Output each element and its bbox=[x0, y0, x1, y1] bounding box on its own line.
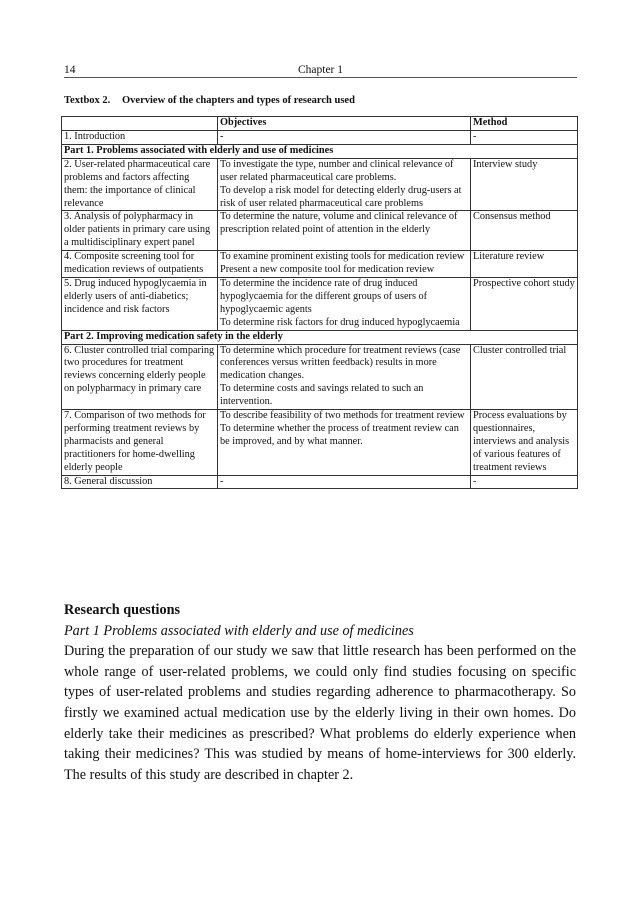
objectives-cell: - bbox=[218, 131, 471, 145]
method-cell: Prospective cohort study bbox=[471, 277, 578, 330]
body-paragraph: During the preparation of our study we saw that little research has been performed on the whole range of user-related problems, we could only find studies focusing on specific types of user-related problems and studies regarding adherence to pharmacotherapy. So firstly we examined actual medication use by the elderly living in their own homes. Do elderly take their medicines as prescribed? What problems do elderly experience when taking their medicines? This was studied by means of home-interviews for 300 elderly. The results of this study are described in chapter 2. bbox=[64, 643, 576, 783]
table-row bbox=[62, 211, 578, 251]
objectives-cell: To describe feasibility of two methods for treatment review To determine whether the process of treatment review can be improved, and by what manner. bbox=[218, 410, 471, 476]
table-row bbox=[62, 475, 578, 489]
table-row bbox=[62, 410, 578, 476]
chapter-cell: 1. Introduction bbox=[62, 131, 218, 145]
table-header-row bbox=[62, 117, 578, 131]
chapter-cell: 8. General discussion bbox=[62, 475, 218, 489]
method-cell: Interview study bbox=[471, 158, 578, 211]
textbox-title: Overview of the chapters and types of research used bbox=[122, 95, 355, 106]
header-chapter bbox=[62, 117, 218, 131]
table-part-row bbox=[62, 144, 578, 158]
objectives-cell: To determine the incidence rate of drug induced hypoglycaemia for the different groups of users of hypoglycaemic agents To determine risk factors for drug induced hypoglycaemia bbox=[218, 277, 471, 330]
table-row bbox=[62, 277, 578, 330]
objectives-cell: - bbox=[218, 475, 471, 489]
method-cell: Literature review bbox=[471, 251, 578, 278]
method-cell: - bbox=[471, 475, 578, 489]
table-part-row bbox=[62, 330, 578, 344]
page-header bbox=[64, 63, 577, 78]
subsection-heading: Part 1 Problems associated with elderly and use of medicines bbox=[64, 622, 414, 639]
header-objectives: Objectives bbox=[218, 117, 471, 131]
part-label: Part 1. Problems associated with elderly and use of medicines bbox=[62, 144, 578, 158]
table-row bbox=[62, 251, 578, 278]
running-chapter-title: Chapter 1 bbox=[297, 64, 344, 76]
body-text bbox=[64, 600, 576, 785]
method-cell: Process evaluations by questionnaires, interviews and analysis of various features of treatment reviews bbox=[471, 410, 578, 476]
objectives-cell: To determine the nature, volume and clinical relevance of prescription related point of attention in the elderly bbox=[218, 211, 471, 251]
table-row bbox=[62, 344, 578, 410]
chapter-cell: 6. Cluster controlled trial comparing two procedures for treatment reviews concerning elderly people on polypharmacy in primary care bbox=[62, 344, 218, 410]
chapter-cell: 4. Composite screening tool for medication reviews of outpatients bbox=[62, 251, 218, 278]
chapter-cell: 7. Comparison of two methods for performing treatment reviews by pharmacists and general practitioners for home-dwelling elderly people bbox=[62, 410, 218, 476]
chapter-overview-table bbox=[61, 116, 578, 489]
objectives-cell: To investigate the type, number and clinical relevance of user related pharmaceutical care problems. To develop a risk model for detecting elderly drug-users at risk of user related pharmaceutical care problems bbox=[218, 158, 471, 211]
textbox-label: Textbox 2. bbox=[64, 95, 111, 106]
chapter-cell: 5. Drug induced hypoglycaemia in elderly users of anti-diabetics; incidence and risk factors bbox=[62, 277, 218, 330]
part-label: Part 2. Improving medication safety in the elderly bbox=[62, 330, 578, 344]
header-method: Method bbox=[471, 117, 578, 131]
section-heading: Research questions bbox=[64, 602, 181, 618]
method-cell: Consensus method bbox=[471, 211, 578, 251]
method-cell: Cluster controlled trial bbox=[471, 344, 578, 410]
table-body bbox=[62, 131, 578, 489]
chapter-cell: 3. Analysis of polypharmacy in older patients in primary care using a multidisciplinary expert panel bbox=[62, 211, 218, 251]
table-row bbox=[62, 158, 578, 211]
objectives-cell: To examine prominent existing tools for medication review Present a new composite tool for medication review bbox=[218, 251, 471, 278]
page-number: 14 bbox=[64, 64, 76, 76]
table-row bbox=[62, 131, 578, 145]
chapter-cell: 2. User-related pharmaceutical care problems and factors affecting them: the importance of clinical relevance bbox=[62, 158, 218, 211]
method-cell: - bbox=[471, 131, 578, 145]
textbox-caption bbox=[64, 95, 355, 106]
objectives-cell: To determine which procedure for treatment reviews (case conferences versus written feedback) results in more medication changes. To determine costs and savings related to such an intervention. bbox=[218, 344, 471, 410]
